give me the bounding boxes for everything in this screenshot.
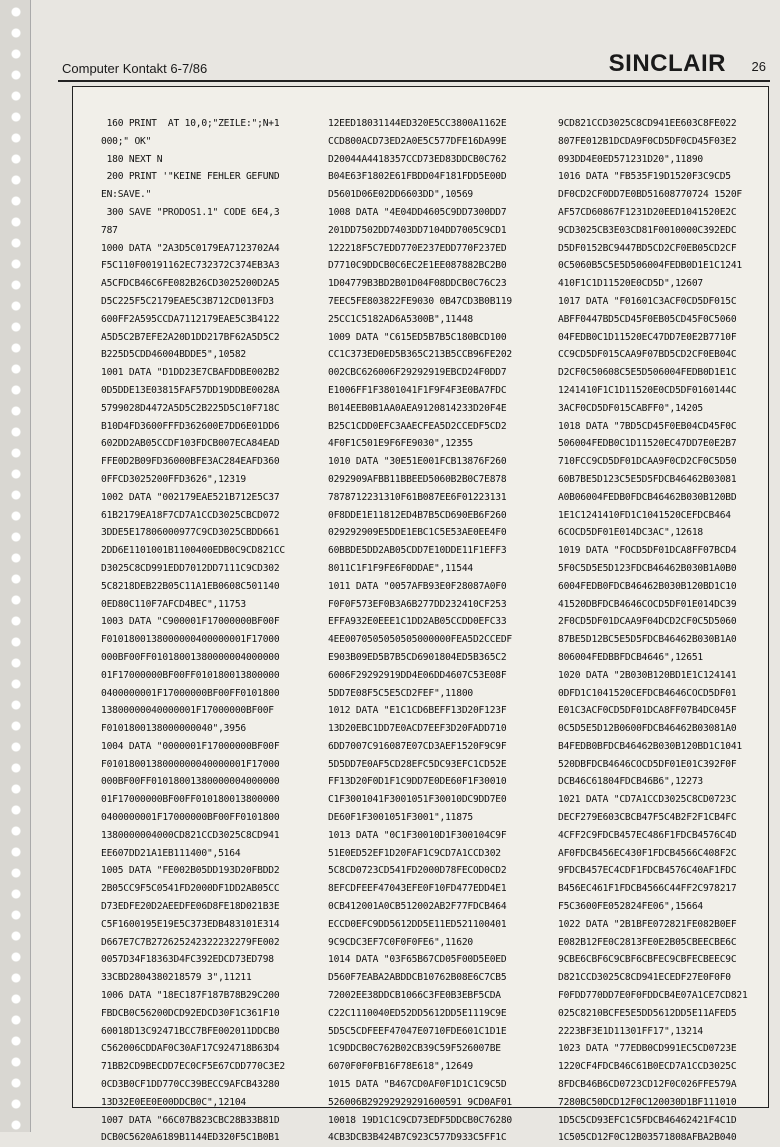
listing-line: 41520DBFDCB4646COCD5DF01E014DC39 [558,598,737,610]
listing-line: 7280BC50DCD12F0C120030D1BF111010 [558,1096,737,1108]
listing-line: 506004FEDB0C1D11520EC47DD7E0E2B7 [558,438,737,450]
listing-line: 1003 DATA "C900001F17000000BF00F [101,616,280,628]
listing-line: D5DF0152BC9447BD5CD2CF0EB05CD2CF [558,242,737,254]
listing-line: D73EDFE20D2AEEDFE06D8FE18D021B3E [101,901,280,913]
listing-line: 8011C1F1F9FE6F0DDAE",11544 [328,562,473,574]
listing-line: 1002 DATA "002179EAE521B712E5C37 [101,491,280,503]
listing-line: 25CC1C5182AD6A5300B",11448 [328,313,473,325]
listing-line: 87BE5D12BC5E5D5FDCB46462B030B1A0 [558,634,737,646]
listing-line: 6006F29292919DD4E06DD4607C53E08F [328,669,507,681]
listing-line: 6DD7007C916087E07CD3AEF1520F9C9F [328,740,507,752]
listing-line: 1023 DATA "77EDB0CD991EC5CD0723E [558,1043,737,1055]
listing-line: D821CCD3025C8CD941ECEDF27E0F0F0 [558,972,731,984]
listing-line: 0C5D5E5D12B0600FDCB46462B03081A0 [558,723,737,735]
listing-line: 1022 DATA "2B1BFE072821FE082B0EF [558,918,737,930]
listing-line: B225D5CDD46004BDDE5",10582 [101,349,246,361]
listing-line: DCB0C5620A6189B1144ED320F5C1B0B1 [101,1132,280,1144]
listing-line: 5DD7E08F5C5E5CD2FEF",11800 [328,687,473,699]
listing-line: 787 [101,224,118,236]
listing-line: EN:SAVE." [101,189,152,201]
listing-line: 526006B29292929291600591 9CD0AF01 [328,1096,513,1108]
listing-line: E903B09ED5B7B5CD6901804ED5B365C2 [328,651,507,663]
listing-line: 3DDE5E17806000977C9CD3025CBDD661 [101,527,280,539]
listing-line: 600FF2A595CCDA7112179EAE5C3B4122 [101,313,280,325]
listing-line: 1021 DATA "CD7A1CCD3025C8CD0723C [558,794,737,806]
listing-line: CC1C373ED0ED5B365C213B5CCB96FE202 [328,349,513,361]
listing-line: 0400000001F17000000BF00FF0101800 [101,687,280,699]
listing-line: 1010 DATA "30E51E001FCB13876F260 [328,456,507,468]
listing-line: B25C1CDD0EFC3AAECFEA5D2CCEDF5CD2 [328,420,507,432]
listing-line: 6COCD5DF01E014DC3AC",12618 [558,527,703,539]
listing-frame [72,86,769,1144]
listing-line: 60BBDE5DD2AB05CDD7E10DDE11F1EFF3 [328,545,507,557]
listing-line: CC9CD5DF015CAA9F07BD5CD2CF0EB04C [558,349,737,361]
listing-line: 1015 DATA "B467CD0AF0F1D1C1C9C5D [328,1079,507,1091]
listing-line: 1013 DATA "0C1F30010D1F300104C9F [328,829,507,841]
listing-line: 0CD3B0CF1DD770CC39BECC9AFCB43280 [101,1079,280,1091]
listing-line: 093DD4E0ED571231D20",11890 [558,153,703,165]
listing-line: 200 PRINT '"KEINE FEHLER GEFUND [101,171,280,183]
listing-line: A0B06004FEDB0FDCB46462B030B120BD [558,491,737,503]
magazine-issue: Computer Kontakt 6-7/86 [62,61,208,76]
listing-line: 9CBE6CBF6C9CBF6CBFEC9CBFECBEEC9C [558,954,737,966]
listing-line: 5799028D4472A5D5C2B225D5C10F718C [101,402,280,414]
listing-line: 1005 DATA "FE002B05DD193D20FBDD2 [101,865,280,877]
listing-line: 410F1C1D11520E0CD5D",12607 [558,278,703,290]
listing-line: 180 NEXT N [101,153,163,165]
listing-line: B456EC461F1FDCB4566C44FF2C978217 [558,883,737,895]
listing-line: 1007 DATA "66C07B823CBC28B33B81D [101,1114,280,1126]
listing-line: D7710C9DDCB0C6EC2E1EE087882BC2B0 [328,260,507,272]
listing-line: 3ACF0CD5DF015CABFF0",14205 [558,402,703,414]
listing-line: 71BB2CD9BECDD7EC0CF5E67CDD770C3E2 [101,1061,286,1073]
listing-column-3 [558,115,748,1147]
listing-line: 60B7BE5D123C5E5D5FDCB46462B03081 [558,473,737,485]
listing-line: C5F1600195E19E5C373EDB483101E314 [101,918,280,930]
listing-column-2 [328,115,512,1147]
listing-line: 1C9DDCB0C762B02CB39C59F526007BE [328,1043,501,1055]
listing-line: 5C8CD0723CD541FD2000D78FECOD0CD2 [328,865,507,877]
listing-line: 160 PRINT AT 10,0;"ZEILE:";N+1 [101,118,280,129]
listing-line: 9CD3025CB3E03CD81F0010000C392EDC [558,224,737,236]
listing-line: A5D5C2B7EFE2A20D1DD217BF62A5D5C2 [101,331,280,343]
listing-line: 6004FEDB0FDCB46462B030B120BD1C10 [558,580,737,592]
listing-line: 9C9CDC3EF7C0F0F0FE6",11620 [328,936,473,948]
listing-line: 000;" OK" [101,135,152,147]
listing-line: 1008 DATA "4E04DD4605C9DD7300DD7 [328,206,507,218]
listing-line: 0CB412001A0CB512002AB2F77FDCB464 [328,901,507,913]
listing-line: 1016 DATA "FB535F19D1520F3C9CD5 [558,171,731,183]
listing-line: 520DBFDCB4646COCD5DF01E01C392F0F [558,758,737,770]
listing-line: 1220CF4FDCB46C61B0ECD7A1CCD3025C [558,1061,737,1073]
listing-column-1 [101,115,285,1147]
listing-line: F0101800138000000040",3956 [101,723,246,735]
listing-line: 13D20EBC1DD7E0ACD7EEF3D20FADD710 [328,723,507,735]
listing-line: ABFF0447BD5CD45F0EB05CD45F0C5060 [558,313,737,325]
listing-line: 0400000001F17000000BF00FF0101800 [101,812,280,824]
section-title: SINCLAIR [608,50,726,77]
listing-line: 01F17000000BF00FF010180013800000 [101,669,280,681]
page-header [58,44,770,82]
listing-line: 1020 DATA "2B030B120BD1E1C124141 [558,669,737,681]
listing-line: 1009 DATA "C615ED5B7B5C180BCD100 [328,331,507,343]
listing-line: 1241410F1C1D11520E0CD5DF0160144C [558,384,737,396]
listing-line: EE607DD21A1EB111400",5164 [101,847,241,859]
listing-line: DE60F1F3001051F3001",11875 [328,812,473,824]
listing-line: 60018D13C92471BCC7BFE002011DDCB0 [101,1025,280,1037]
listing-line: F0101800138000000040000001F17000 [101,758,280,770]
listing-line: DF0CD2CF0DD7E0BD51608770724 1520F [558,189,743,201]
listing-line: 710FCC9CD5DF01DCAA9F0CD2CF0C5D50 [558,456,737,468]
listing-line: 1000 DATA "2A3D5C0179EA7123702A4 [101,242,280,254]
listing-line: DECF279E603CBCB47F5C4B2F2F1CB4FC [558,812,737,824]
listing-line: 1017 DATA "F01601C3ACF0CD5DF015C [558,295,737,307]
listing-line: 4CB3DCB3B424B7C923C577D933C5FF1C [328,1132,507,1144]
listing-line: F5C3600FE052824FE06",15664 [558,901,703,913]
listing-line: 1004 DATA "0000001F17000000BF00F [101,740,280,752]
listing-line: 1012 DATA "E1C1CD6BEFF13D20F123F [328,705,507,717]
listing-line: B10D4FD3600FFFD362600E7DD6E01DD6 [101,420,280,432]
listing-line: 61B2179EA18F7CD7A1CCD3025CBCD072 [101,509,280,521]
listing-line: 2F0CD5DF01DCAA9F04DCD2CF0C5D5060 [558,616,737,628]
listing-line: FF13D20F0D1F1C9DD7E0DE60F1F30010 [328,776,507,788]
listing-line: DCB46C61804FDCB46B6",12273 [558,776,703,788]
listing-line: D5601D06E02DD6603DD",10569 [328,189,473,201]
listing-line: 002CBC626006F29292919EBCD24F0DD7 [328,367,507,379]
page-number: 26 [751,59,766,74]
listing-line: 33CBD2804380218579 3",11211 [101,972,252,984]
listing-line: 602DD2AB05CCDF103FDCB007ECA84EAD [101,438,280,450]
listing-line: 04FEDB0C1D11520EC47DD7E0E2B7710F [558,331,737,343]
listing-line: 1C505CD12F0C12B03571808AFBA2B040 [558,1132,737,1144]
listing-line: D667E7C7B272625242322232279FE002 [101,936,280,948]
listing-line: 025C8210BCFE5E5DD5612DD5E11AFED5 [558,1007,737,1019]
listing-line: 1018 DATA "7BD5CD45F0EB04CD45F0C [558,420,737,432]
listing-line: B014EEB0B1AA0AEA9120814233D20F4E [328,402,507,414]
listing-line: 0057D34F18363D4FC392EDCD73ED798 [101,954,274,966]
listing-line: E1006FF1F3801041F1F9F4F3E0BA7FDC [328,384,507,396]
listing-line: D20044A4418357CCD73ED83DDCB0C762 [328,153,507,165]
listing-line: 806004FEDBBFDCB4646",12651 [558,651,703,663]
listing-line: D2CF0C50608C5E5D506004FEDB0D1E1C [558,367,737,379]
listing-line: EFFA932E0EEE1C1DD2AB05CCDD0EFC33 [328,616,507,628]
listing-line: 51E0ED52EF1D20FAF1C9CD7A1CCD302 [328,847,501,859]
listing-line: D5C225F5C2179EAE5C3B712CD013FD3 [101,295,274,307]
listing-line: 0F8DDE1E11812ED4B7B5CD690EB6F260 [328,509,507,521]
listing-line: 6070F0F0FB16F78E618",12649 [328,1061,473,1073]
listing-line: FBDCB0C56200DCD92EDCD30F1C361F10 [101,1007,280,1019]
listing-line: 4EE0070505050505000000FEA5D2CCEDF [328,634,513,646]
listing-line: 1006 DATA "18EC187F187B78B29C200 [101,990,280,1002]
listing-line: 1001 DATA "D1DD23E7CBAFDDBE002B2 [101,367,280,379]
listing-line: 1D04779B3BD2B01D04F08DDCB0C76C23 [328,278,507,290]
listing-line: 300 SAVE "PRODOS1.1" CODE 6E4,3 [101,206,280,218]
listing-line: 1019 DATA "FOCD5DF01DCA8FF07BCD4 [558,545,737,557]
listing-line: 1D5C5CD93EFC1C5FDCB46462421F4C1D [558,1114,737,1126]
listing-line: E082B12FE0C2813FE0E2B05CBEECBE6C [558,936,737,948]
listing-line: 0ED80C110F7AFCD4BEC",11753 [101,598,246,610]
listing-line: C562006CDDAF0C30AF17C924718B63D4 [101,1043,280,1055]
listing-line: C22C1110040ED52DD5612DD5E1119C9E [328,1007,507,1019]
listing-line: 1E1C1241410FD1C1041520CEFDCB464 [558,509,731,521]
listing-line: AF0FDCB456EC430F1FDCB4566C408F2C [558,847,737,859]
listing-line: 9CD821CCD3025C8CD941EE603C8FE022 [558,118,737,129]
listing-line: 5D5DD7E0AF5CD28EFC5DC93EFC1CD52E [328,758,507,770]
listing-line: 5C8218DEB22B05C11A1EB0608C501140 [101,580,280,592]
listing-line: 0FFCD3025200FFD3626",12319 [101,473,246,485]
listing-line: F0FDD770DD7E0F0FDDCB4E07A1CE7CD821 [558,990,748,1002]
listing-line: 0D5DDE13E03815FAF57DD19DDBE0028A [101,384,280,396]
listing-line: 4F0F1C501E9F6FE9030",12355 [328,438,473,450]
listing-line: 2B05CC9F5C0541FD2000DF1DD2AB05CC [101,883,280,895]
listing-line: 0292909AFBB11BBEED5060B2B0C7E878 [328,473,507,485]
listing-line: 2DD6E1101001B1100400EDB0C9CD821CC [101,545,286,557]
listing-line: 2223BF3E1D11301FF17",13214 [558,1025,703,1037]
listing-line: B04E63F1802E61FBDD04F181FDD5E00D [328,171,507,183]
listing-line: 0C5060B5C5E5D506004FEDB0D1E1C1241 [558,260,743,272]
listing-line: 8FDCB46B6CD0723CD12F0C026FFE579A [558,1079,737,1091]
listing-line: F5C110F00191162EC732372C374EB3A3 [101,260,280,272]
listing-line: 12EED18031144ED320E5CC3800A1162E [328,118,507,129]
listing-line: 8EFCDFEEF47043EFE0F10FD477EDD4E1 [328,883,507,895]
listing-line: 201DD7502DD7403DD7104DD7005C9CD1 [328,224,507,236]
listing-line: A5CFDCB46C6FE082B26CD3025200D2A5 [101,278,280,290]
listing-line: 9FDCB457EC4CDF1FDCB4576C40AF1FDC [558,865,737,877]
listing-line: 13D32E0EE0E00DDCB0C",12104 [101,1096,246,1108]
listing-line: 0DFD1C1041520CEFDCB4646COCD5DF01 [558,687,737,699]
listing-line: AF57CD60867F1231D20EED1041520E2C [558,206,737,218]
listing-line: 807FE012B1DCDA9F0CD5DF0CD45F03E2 [558,135,737,147]
listing-line: 000BF00FF01018001380000004000000 [101,776,280,788]
listing-line: E01C3ACF0CD5DF01DCA8FF07B4DC045F [558,705,737,717]
listing-line: C1F3001041F3001051F30010DC9DD7E0 [328,794,507,806]
listing-line: 10018 19D1C1C9CD73EDF5DDCB0C76280 [328,1114,513,1126]
punch-hole-strip [0,0,31,1132]
listing-line: 1380000004000CD821CCD3025C8CD941 [101,829,280,841]
listing-line: 5D5C5CDFEEF47047E0710FDE601C1D1E [328,1025,507,1037]
listing-line: 029292909E5DDE1EBC1C5E53AE0EE4F0 [328,527,507,539]
listing-line: 7878712231310F61B087EE6F01223131 [328,491,507,503]
listing-line: CCD800ACD73ED2A0E5C577DFE16DA99E [328,135,507,147]
listing-line: 4CFF2C9FDCB457EC486F1FDCB4576C4D [558,829,737,841]
listing-line: 13800000040000001F17000000BF00F [101,705,274,717]
listing-line: F0101800138000000400000001F17000 [101,634,280,646]
listing-line: 5F0C5D5E5D123FDCB46462B030B1A0B0 [558,562,737,574]
listing-line: ECCD0EFC9DD5612DD5E11ED521100401 [328,918,507,930]
listing-line: B4FEDB0BFDCB46462B030B120BD1C1041 [558,740,743,752]
listing-line: 000BF00FF01018001380000004000000 [101,651,280,663]
listing-line: D3025C8CD991EDD7012DD7111C9CD302 [101,562,280,574]
listing-line: 1011 DATA "0057AFB93E0F28087A0F0 [328,580,507,592]
listing-line: 122218F5C7EDD770E237EDD770F237ED [328,242,507,254]
listing-line: 7EEC5FE803822FE9030 0B47CD3B0B119 [328,295,513,307]
listing-line: F0F0F573EF0B3A6B277DD232410CF253 [328,598,507,610]
listing-line: 72002EE38DDCB1066C3FE0B3EBF5CDA [328,990,501,1002]
listing-line: FFE0D2B09FD36000BFE3AC284EAFD360 [101,456,280,468]
listing-line: D560F7EABA2ABDDCB10762B08E6C7CB5 [328,972,507,984]
listing-line: 1014 DATA "03F65B67CD05F00D5E0ED [328,954,507,966]
listing-line: 01F17000000BF00FF010180013800000 [101,794,280,806]
